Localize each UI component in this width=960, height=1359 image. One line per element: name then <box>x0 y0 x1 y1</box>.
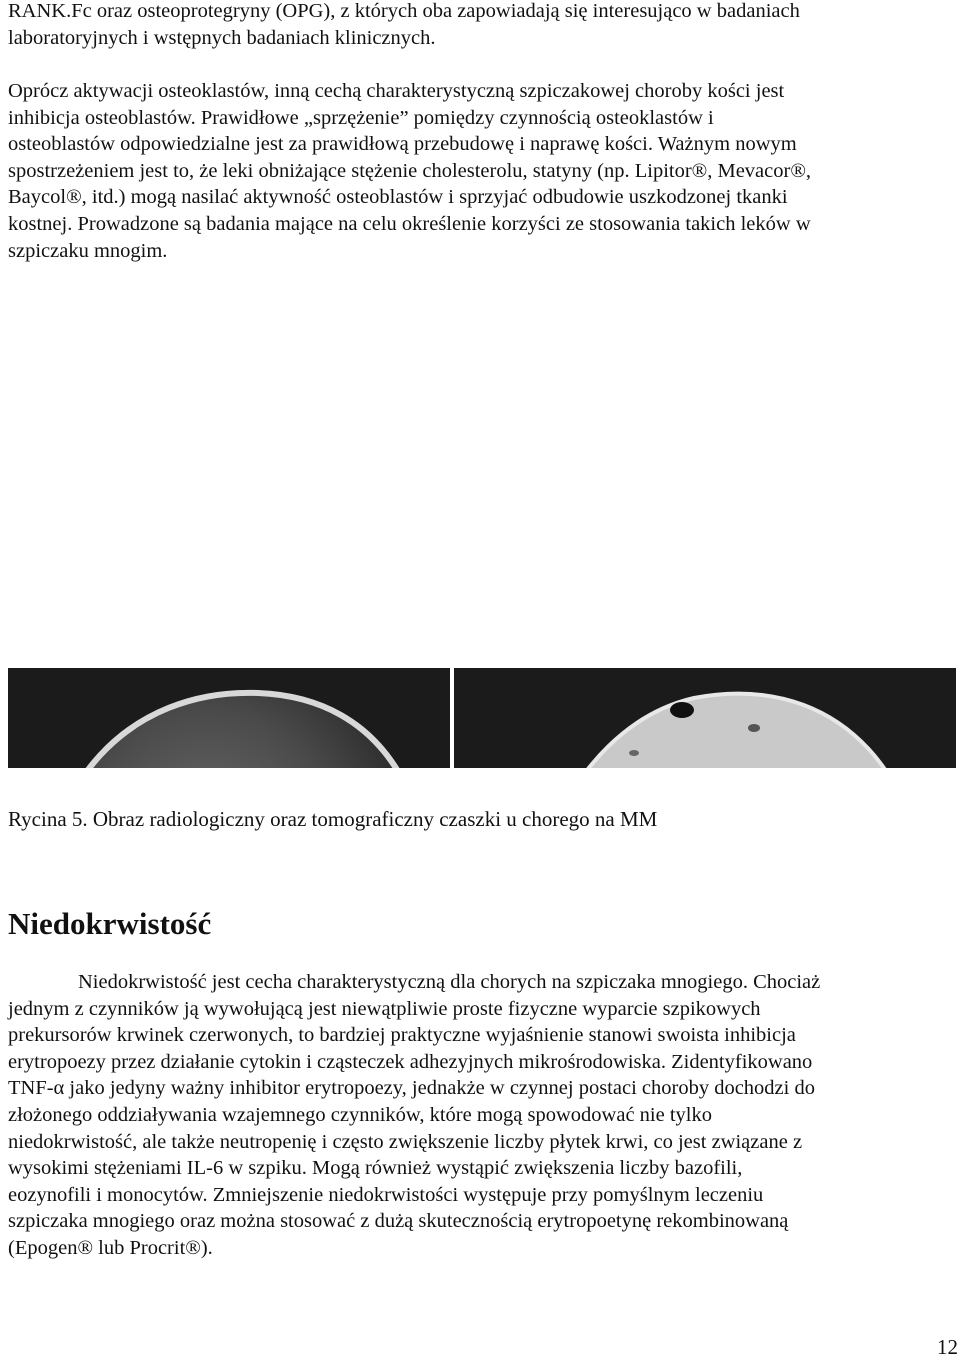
text-line: Baycol®, itd.) mogą nasilać aktywność osteoblastów i sprzyjać odbudowie uszkodzonej tkanki <box>8 186 788 209</box>
text-line: laboratoryjnych i wstępnych badaniach klinicznych. <box>8 26 436 49</box>
text-line: prekursorów krwinek czerwonych, to bardziej praktyczne wyjaśnienie stanowi swoista inhibicja <box>8 1024 796 1047</box>
text-line: wysokimi stężeniami IL-6 w szpiku. Mogą również wystąpić zwiększenia liczby bazofili, <box>8 1157 743 1180</box>
text-line: niedokrwistość, ale także neutropenię i często zwiększenie liczby płytek krwi, co jest związane z <box>8 1130 803 1153</box>
text-line: szpiczaku mnogim. <box>8 239 168 262</box>
page-number: 12 <box>937 1335 958 1359</box>
text-line: Niedokrwistość jest cecha charakterystyczną dla chorych na szpiczaka mnogiego. Chociaż <box>78 971 821 993</box>
figure-caption: Rycina 5. Obraz radiologiczny oraz tomograficzny czaszki u chorego na MM <box>8 807 658 831</box>
osteoblast-paragraph <box>8 78 948 264</box>
text-line: szpiczaka mnogiego oraz można stosować z dużą skutecznością erytropoetynę rekombinowaną <box>8 1210 789 1233</box>
text-line: jednym z czynników ją wywołującą jest niewątpliwie proste fizyczne wyparcie szpikowych <box>8 997 761 1020</box>
text-line: RANK.Fc oraz osteoprotegryny (OPG), z których oba zapowiadają się interesująco w badaniach <box>8 0 800 22</box>
text-line: inhibicja osteoblastów. Prawidłowe „sprzężenie” pomiędzy czynnością osteoklastów i <box>8 106 714 129</box>
anemia-paragraph <box>8 969 948 1262</box>
text-line: spostrzeżeniem jest to, że leki obniżające stężenie cholesterolu, statyny (np. Lipitor®, Mevacor®, <box>8 159 812 182</box>
text-line: erytropoezy przez działanie cytokin i cząsteczek adhezyjnych mikrośrodowiska. Zidentyfikowano <box>8 1050 813 1073</box>
text-line: Oprócz aktywacji osteoklastów, inną cechą charakterystyczną szpiczakowej choroby kości jest <box>8 80 785 102</box>
text-line: kostnej. Prowadzone są badania mające na celu określenie korzyści ze stosowania takich leków w <box>8 212 811 235</box>
section-heading: Niedokrwistość <box>8 906 212 941</box>
text-line: osteoblastów odpowiedzialne jest za prawidłową przebudowę i naprawę kości. Ważnym nowym <box>8 133 797 156</box>
intro-paragraph <box>8 0 948 51</box>
skull-ct-image <box>454 668 956 768</box>
text-line: złożonego oddziaływania wzajemnego czynników, które mogą spowodować nie tylko <box>8 1103 712 1126</box>
text-line: TNF-α jako jedyny ważny inhibitor erytropoezy, jednakże w czynnej postaci choroby dochodzi do <box>8 1077 815 1100</box>
text-line: (Epogen® lub Procrit®). <box>8 1236 213 1259</box>
skull-xray-image <box>8 668 450 768</box>
text-line: eozynofili i monocytów. Zmniejszenie niedokrwistości występuje przy pomyślnym leczeniu <box>8 1183 764 1206</box>
